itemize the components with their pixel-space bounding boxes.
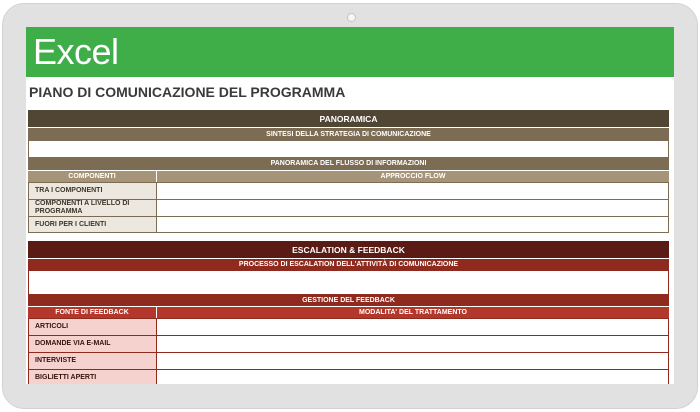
components-column-header[interactable]: COMPONENTI — [28, 170, 157, 182]
row-label-open-tickets[interactable]: BIGLIETTI APERTI — [29, 369, 157, 384]
escalation-process-header[interactable]: PROCESSO DI ESCALATION DELL'ATTIVITÀ DI COMUNICAZIONE — [28, 258, 669, 270]
row-value-program-components[interactable] — [157, 199, 669, 216]
row-label-outside-for-clients[interactable]: FUORI PER I CLIENTI — [29, 216, 157, 232]
table-row — [29, 199, 670, 216]
overview-section — [28, 110, 669, 233]
strategy-summary-cell[interactable] — [28, 140, 669, 157]
row-label-interviews[interactable]: INTERVISTE — [29, 352, 157, 369]
row-value-open-tickets[interactable] — [157, 369, 669, 384]
table-row — [29, 335, 670, 352]
overview-header[interactable]: PANORAMICA — [28, 110, 669, 127]
row-value-email-questions[interactable] — [157, 335, 669, 352]
row-label-between-components[interactable]: TRA I COMPONENTI — [29, 182, 157, 199]
flow-approach-column-header[interactable]: APPROCCIO FLOW — [157, 170, 669, 182]
row-label-program-components[interactable]: COMPONENTI A LIVELLO DI PROGRAMMA — [29, 199, 157, 216]
row-label-email-questions[interactable]: DOMANDE VIA E-MAIL — [29, 335, 157, 352]
escalation-header[interactable]: ESCALATION & FEEDBACK — [28, 241, 669, 258]
flow-overview-header[interactable]: PANORAMICA DEL FLUSSO DI INFORMAZIONI — [28, 157, 669, 170]
table-row — [29, 182, 670, 199]
row-value-between-components[interactable] — [157, 182, 669, 199]
camera-dot — [347, 13, 356, 22]
table-row — [29, 216, 670, 232]
escalation-section — [28, 241, 669, 384]
row-value-interviews[interactable] — [157, 352, 669, 369]
row-label-articles[interactable]: ARTICOLI — [29, 318, 157, 335]
handling-mode-column-header[interactable]: MODALITA' DEL TRATTAMENTO — [157, 306, 669, 318]
feedback-management-header[interactable]: GESTIONE DEL FEEDBACK — [28, 294, 669, 306]
row-value-outside-for-clients[interactable] — [157, 216, 669, 232]
escalation-process-cell[interactable] — [28, 270, 669, 294]
table-row — [29, 318, 670, 335]
strategy-summary-header[interactable]: SINTESI DELLA STRATEGIA DI COMUNICAZIONE — [28, 127, 669, 140]
table-row — [29, 369, 670, 384]
screen — [26, 27, 674, 384]
table-row — [29, 352, 670, 369]
sheet-title: PIANO DI COMUNICAZIONE DEL PROGRAMMA — [29, 84, 346, 100]
feedback-source-column-header[interactable]: FONTE DI FEEDBACK — [28, 306, 157, 318]
row-value-articles[interactable] — [157, 318, 669, 335]
excel-banner: Excel — [26, 27, 674, 77]
